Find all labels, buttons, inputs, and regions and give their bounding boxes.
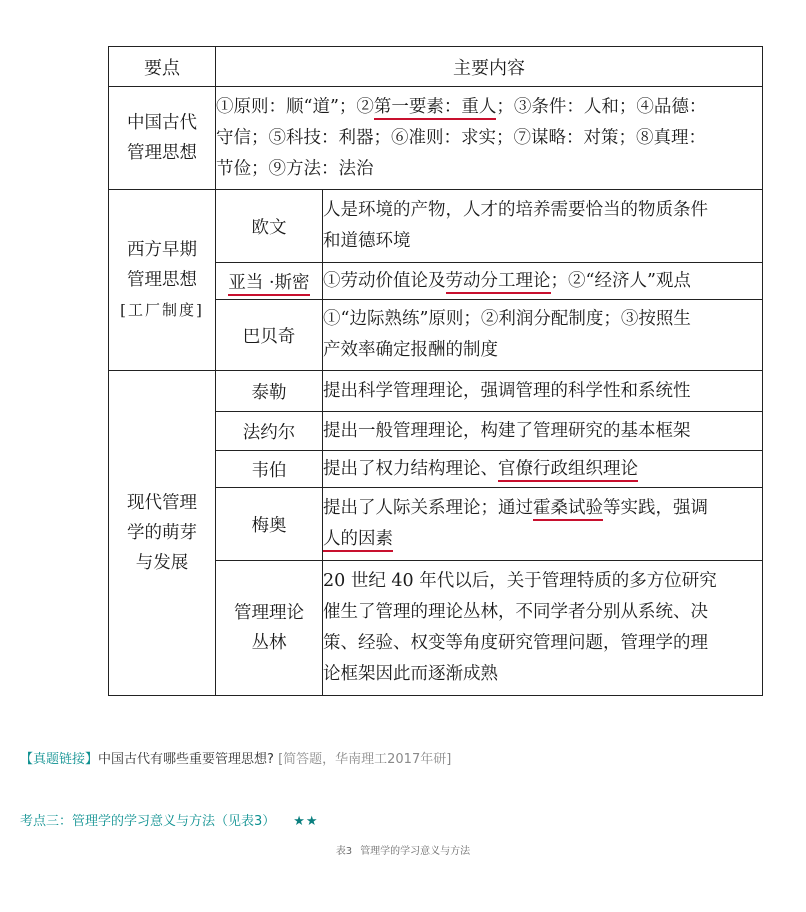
category-modern (109, 371, 216, 696)
text-segment: ①原则：顺“道”；② (216, 96, 374, 117)
name-taylor: 泰勒 (216, 371, 323, 412)
content-line: ①“边际熟练”原则；②利润分配制度；③按照生 (323, 309, 691, 329)
category-western (109, 190, 216, 371)
key-point-text: 考点三：管理学的学习意义与方法（见表3） (20, 814, 276, 829)
text-segment: 提出了人际关系理论；通过 (323, 498, 533, 518)
text-segment: ；③条件：人和；④品德： (496, 96, 707, 117)
content-china (216, 87, 763, 190)
underlined-text: 劳动分工理论 (446, 271, 551, 294)
content-line (323, 524, 762, 555)
name-weber: 韦伯 (216, 451, 323, 488)
underlined-text: 官僚行政组织理论 (498, 459, 638, 482)
name-mayo: 梅奥 (216, 488, 323, 561)
content-line (216, 92, 762, 123)
exam-link-question: 中国古代有哪些重要管理思想? (98, 752, 274, 767)
name-theory-jungle (216, 561, 323, 696)
content-line: 和道德环境 (323, 231, 411, 251)
header-main-content: 主要内容 (216, 47, 763, 87)
underlined-text: 第一要素：重人 (374, 97, 497, 120)
table-caption (0, 842, 806, 857)
table-row-taylor (109, 371, 763, 412)
text-segment: 提出了权力结构理论、 (323, 458, 498, 479)
table-row-china (109, 87, 763, 190)
star-icon: ★★ (293, 814, 319, 829)
text-segment: ；②“经济人”观点 (550, 270, 691, 291)
content-weber (323, 451, 763, 488)
underlined-text: 霍桑试验 (533, 498, 603, 521)
category-line: 与发展 (135, 553, 189, 573)
exam-link (20, 748, 451, 767)
content-line: 节俭；⑨方法：法治 (216, 158, 374, 179)
content-fayol: 提出一般管理理论，构建了管理研究的基本框架 (323, 412, 763, 451)
management-thought-table (108, 46, 763, 696)
category-line: 管理思想 (127, 270, 197, 290)
name-line: 管理理论 (234, 603, 304, 623)
factory-system-note: [工厂制度] (120, 301, 204, 319)
exam-link-tag: 【真题链接】 (20, 752, 99, 767)
content-line: 产效率确定报酬的制度 (323, 340, 498, 360)
key-point-heading (20, 810, 319, 829)
category-line: 学的萌芽 (127, 523, 197, 543)
category-line: 管理思想 (127, 143, 197, 163)
content-line: 催生了管理的理论丛林，不同学者分别从系统、决 (323, 602, 708, 622)
content-owen (323, 190, 763, 263)
content-theory-jungle (323, 561, 763, 696)
name-owen: 欧文 (216, 190, 323, 263)
content-line: 守信；⑤科技：利器；⑥准则：求实；⑦谋略：对策；⑧真理： (216, 127, 706, 148)
table-header-row (109, 47, 763, 87)
text-segment: 等实践，强调 (603, 498, 708, 518)
content-taylor: 提出科学管理理论，强调管理的科学性和系统性 (323, 371, 763, 412)
caption-title: 管理学的学习意义与方法 (360, 846, 471, 857)
category-line: 中国古代 (127, 113, 197, 133)
caption-label: 表3 (335, 846, 353, 857)
text-segment: ①劳动价值论及 (323, 270, 446, 291)
table-row-owen (109, 190, 763, 263)
name-adam-smith (216, 263, 323, 300)
name-fayol: 法约尔 (216, 412, 323, 451)
content-line (323, 493, 762, 524)
underlined-text: 人的因素 (323, 529, 393, 552)
content-babbage (323, 300, 763, 371)
category-china (109, 87, 216, 190)
category-line: 现代管理 (127, 493, 197, 513)
header-key-points: 要点 (109, 47, 216, 87)
content-line: 策、经验、权变等角度研究管理问题，管理学的理 (323, 633, 708, 653)
underlined-text: 亚当 ·斯密 (228, 273, 309, 296)
content-adam-smith (323, 263, 763, 300)
content-line: 论框架因此而逐渐成熟 (323, 664, 498, 684)
content-line: 20 世纪 40 年代以后，关于管理特质的多方位研究 (323, 571, 717, 591)
name-line: 丛林 (251, 633, 287, 653)
content-mayo (323, 488, 763, 561)
name-babbage: 巴贝奇 (216, 300, 323, 371)
exam-link-source: [简答题，华南理工2017年研] (278, 752, 452, 767)
content-line: 人是环境的产物，人才的培养需要恰当的物质条件 (323, 200, 708, 220)
category-line: 西方早期 (127, 240, 197, 260)
